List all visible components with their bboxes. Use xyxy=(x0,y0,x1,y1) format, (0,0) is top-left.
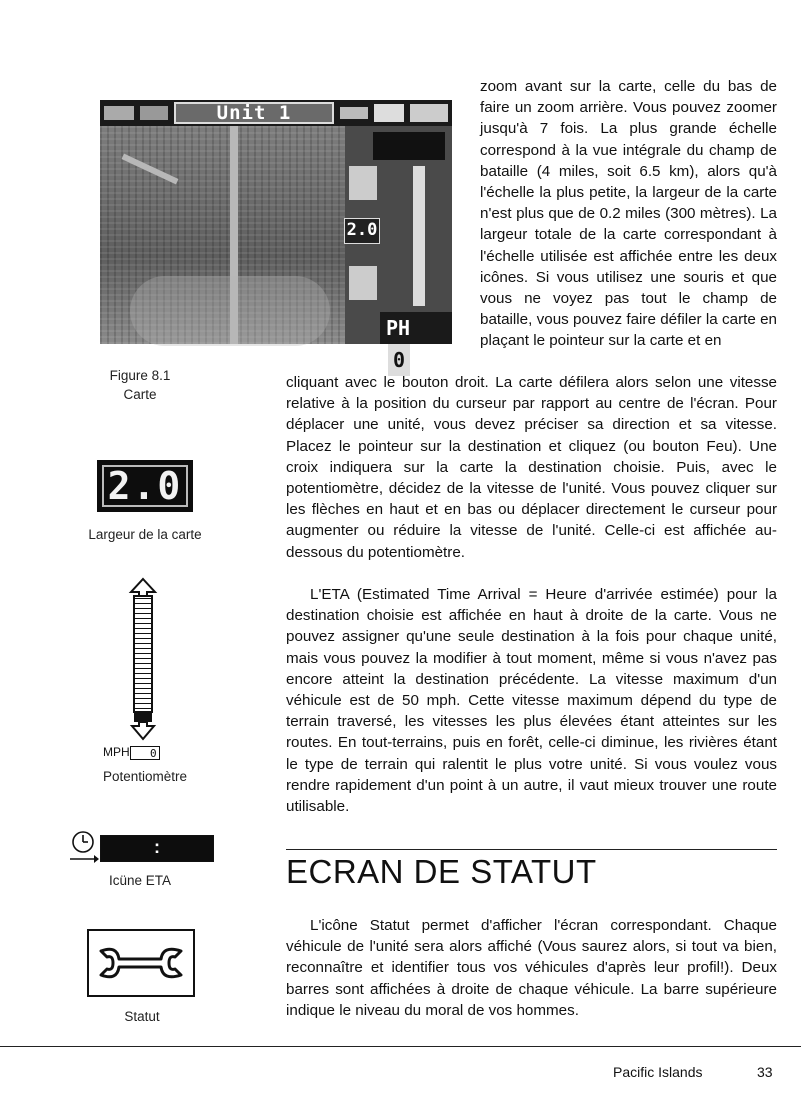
unit-tab-icon xyxy=(340,107,368,119)
body-paragraph-top: zoom avant sur la carte, celle du bas de faire un zoom arrière. Vous pouvez zoomer jusqu'à 7 fois. La plus grande échelle correspond à la vue intégrale du champ de bataille (4 miles, soit 6.5 km), alors qu'à l'échelle la plus petite, la largeur de la carte n'est plus que de 0.2 miles (300 mètres). La largeur totale de la carte correspondant à l'échelle utilisée est affichée entre les deux icônes. Si vous utilisez une souris et que vous ne voyez pas tout le champ de bataille, vous pouvez faire défiler la carte en plaçant le pointeur sur la carte et en xyxy=(480,78,777,350)
potentiometer-mph xyxy=(103,745,160,760)
mph-label: MPH xyxy=(103,745,130,759)
wrench-icon xyxy=(89,931,193,995)
figure-caption-title: Carte xyxy=(123,387,157,402)
figure-caption-number: Figure 8.1 xyxy=(109,368,171,383)
section-rule xyxy=(286,849,777,850)
status-icon-frame xyxy=(87,929,195,997)
page-number: 33 xyxy=(757,1064,773,1080)
map-width-value: 2.0 xyxy=(102,465,188,507)
section-title: ECRAN DE STATUT xyxy=(286,853,597,890)
body-paragraph-cont: cliquant avec le bouton droit. La carte défilera alors selon une vitesse relative à la position du curseur par rapport au centre de l'écran. Pour déplacer une unité, vous devez préciser sa direction et sa vitesse. Placez le pointeur sur la destination et cliquez (ou bouton Feu). Une croix indiquera sur la carte la destination choisie. Puis, avec le potentiomètre, décidez de la vitesse de l'unité. Vous pouvez cliquer sur les flèches en haut et en bas ou déplacer directement le curseur pour augmenter ou réduire la vitesse de l'unité. Celle-ci est affichée au-dessous du potentiomètre. xyxy=(286,374,777,561)
terrain-patch xyxy=(130,276,330,346)
footer-rule xyxy=(0,1046,801,1047)
map-width-caption: Largeur de la carte xyxy=(88,527,202,542)
mph-readout xyxy=(380,312,452,372)
potentiometer-caption: Potentiomètre xyxy=(102,769,188,784)
potentiometer-track xyxy=(133,595,153,713)
mph-label: PH xyxy=(386,316,411,340)
zoom-in-icon xyxy=(349,166,377,200)
status-caption: Statut xyxy=(124,1009,160,1024)
mph-value-box: 0 xyxy=(130,746,160,760)
body-paragraph-status: L'icône Statut permet d'afficher l'écran correspondant. Chaque véhicule de l'unité sera alors affiché (Vous saurez alors, si tout va bien, reconnaître et identifier tous vos véhicules d'après leur profil!). Deux barres sont affichées à droite de chaque véhicule. La barre supérieure indique le niveau du moral de vos hommes. xyxy=(286,917,777,1019)
clock-icon xyxy=(68,830,100,864)
map-width-icon xyxy=(97,460,193,512)
battlefield-map xyxy=(100,126,345,344)
zoom-out-icon xyxy=(349,266,377,300)
map-screenshot xyxy=(100,100,452,372)
footer-title: Pacific Islands xyxy=(613,1064,703,1080)
grid-icon xyxy=(374,104,404,122)
potentiometer-slider xyxy=(413,166,425,306)
unit-select-icon xyxy=(140,106,168,120)
eta-display: : xyxy=(100,835,214,862)
mph-value: 0 xyxy=(388,344,410,376)
link-icon xyxy=(410,104,448,122)
map-toolbar xyxy=(100,100,452,126)
arrow-down-icon xyxy=(131,712,155,740)
map-scale-readout: 2.0 xyxy=(344,218,380,244)
eta-display xyxy=(373,132,445,160)
body-paragraph-eta: L'ETA (Estimated Time Arrival = Heure d'arrivée estimée) pour la destination choisie est affichée en haut à droite de la carte. Vous ne pouvez assigner qu'une seule destination à la fois pour chaque unité, mais vous pouvez la modifier à tout moment, même si vous n'avez pas encore atteint la destination précédente. La vitesse maximum d'un véhicule est de 50 mph. Cette vitesse maximum dépend du type de terrain traversé, les vitesses les plus élevées étant atteintes sur les routes. En tout-terrains, puis en forêt, celle-ci diminue, les rivières étant le type de terrain qui ralentit le plus votre unité. Si vous voulez vous rendre rapidement d'un point à un autre, il vaut mieux trouver une route utilisable. xyxy=(286,586,777,816)
eta-caption: Icüne ETA xyxy=(108,873,172,888)
road xyxy=(122,154,179,185)
unit-title: Unit 1 xyxy=(174,102,334,124)
unit-list-icon xyxy=(104,106,134,120)
